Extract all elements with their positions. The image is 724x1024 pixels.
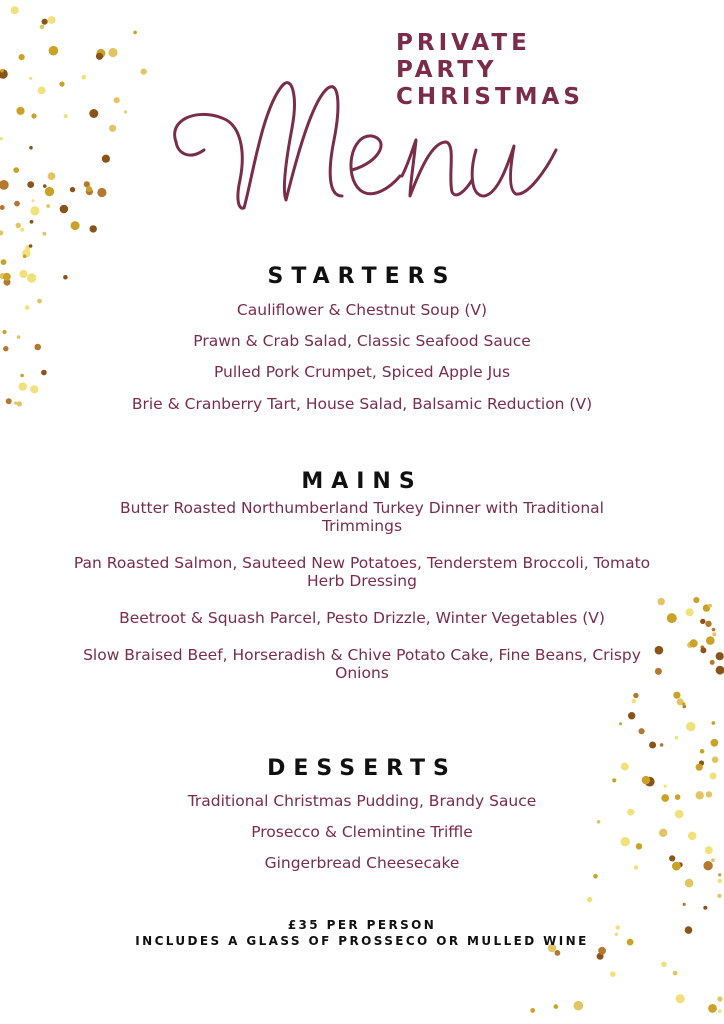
confetti-dot [669, 855, 675, 861]
confetti-dot [17, 335, 21, 339]
confetti-dot [30, 385, 38, 393]
starter-item: Pulled Pork Crumpet, Spiced Apple Jus [213, 363, 511, 381]
confetti-dot [672, 862, 681, 871]
confetti-dot [619, 722, 622, 725]
confetti-dot [717, 996, 722, 1001]
header-line-private: PRIVATE [396, 30, 531, 56]
desserts-heading: DESSERTS [267, 756, 457, 781]
confetti-dot [675, 794, 681, 800]
confetti-dot [705, 846, 713, 854]
confetti-dot [673, 971, 678, 976]
confetti-dot [29, 244, 33, 248]
confetti-dot [658, 598, 665, 605]
confetti-dot [712, 632, 716, 636]
menu-script-title [0, 0, 724, 240]
confetti-dot [554, 1004, 559, 1009]
main-item: Butter Roasted Northumberland Turkey Dinner with Traditional Trimmings [120, 499, 604, 535]
dessert-item: Gingerbread Cheesecake [264, 854, 460, 872]
confetti-dot [718, 879, 722, 883]
confetti-dot [610, 971, 616, 977]
main-item: Slow Braised Beef, Horseradish & Chive Potato Cake, Fine Beans, Crispy Onions [83, 646, 641, 682]
main-item: Pan Roasted Salmon, Sauteed New Potatoes, Tenderstem Broccoli, Tomato Herb Dressing [73, 554, 651, 590]
confetti-dot [593, 874, 598, 879]
confetti-dot [2, 330, 6, 334]
confetti-dot [711, 739, 719, 747]
confetti-dot [574, 1001, 584, 1011]
confetti-dot [706, 636, 715, 645]
confetti-dot [675, 736, 679, 740]
confetti-dot [690, 639, 698, 647]
confetti-dot [633, 693, 638, 698]
confetti-dot [716, 666, 724, 675]
confetti-dot [628, 712, 635, 719]
confetti-dot [20, 374, 24, 378]
confetti-dot [37, 299, 42, 304]
confetti-dot [708, 604, 712, 608]
confetti-dot [664, 785, 667, 788]
confetti-dot [700, 647, 706, 653]
confetti-dot [718, 873, 721, 876]
confetti-dot [703, 906, 707, 910]
confetti-dot [686, 608, 694, 616]
confetti-dot [632, 699, 637, 704]
confetti-dot [17, 401, 22, 406]
header-line-christmas: CHRISTMAS [396, 84, 584, 110]
confetti-dot [693, 597, 699, 603]
starter-item: Prawn & Crab Salad, Classic Seafood Sauce [193, 332, 531, 350]
confetti-dot [700, 749, 705, 754]
confetti-dot [716, 652, 724, 660]
confetti-dot [660, 743, 664, 747]
confetti-dot [703, 861, 712, 870]
header-line-party: PARTY [396, 57, 498, 83]
confetti-dot [700, 619, 705, 624]
confetti-dot [688, 832, 697, 841]
confetti-dot [708, 1004, 717, 1013]
confetti-dot [706, 791, 712, 797]
confetti-dot [718, 1009, 722, 1013]
confetti-dot [712, 628, 716, 632]
main-item: Beetroot & Squash Parcel, Pesto Drizzle, Winter Vegetables (V) [119, 609, 605, 627]
confetti-dot [530, 1008, 535, 1013]
confetti-dot [682, 702, 685, 705]
starters-heading: STARTERS [267, 264, 457, 289]
confetti-dot [686, 722, 695, 731]
confetti-dot [673, 692, 680, 699]
dessert-item: Traditional Christmas Pudding, Brandy Sauce [187, 792, 537, 810]
confetti-dot [676, 994, 685, 1003]
header-block [396, 30, 584, 111]
confetti-dot [555, 950, 561, 956]
confetti-dot [712, 721, 716, 725]
confetti-dot [649, 742, 656, 749]
confetti-dot [705, 621, 711, 627]
price-line: £35 PER PERSON [287, 918, 437, 932]
starter-item: Brie & Cranberry Tart, House Salad, Balsamic Reduction (V) [131, 395, 593, 413]
starter-item: Cauliflower & Chestnut Soup (V) [236, 301, 488, 319]
confetti-dot [685, 879, 694, 888]
confetti-dot [34, 344, 41, 351]
confetti-dot [639, 728, 645, 734]
confetti-dot [6, 398, 12, 404]
confetti-dot [667, 613, 677, 623]
confetti-dot [23, 254, 27, 258]
confetti-dot [661, 962, 667, 968]
confetti-dot [19, 382, 28, 391]
confetti-dot [598, 947, 606, 955]
confetti-dot [717, 894, 721, 898]
confetti-dot [41, 370, 47, 376]
confetti-dot [655, 646, 664, 655]
confetti-dot [25, 305, 30, 310]
confetti-dot [711, 858, 715, 862]
confetti-dot [696, 791, 704, 799]
confetti-dot [655, 668, 662, 675]
confetti-dot [3, 346, 8, 351]
confetti-dot [636, 843, 642, 849]
mains-heading: MAINS [301, 469, 423, 494]
confetti-dot [587, 897, 592, 902]
dessert-item: Prosecco & Clemintine Triffle [251, 823, 473, 841]
confetti-dot [675, 810, 684, 819]
confetti-dot [710, 660, 715, 665]
includes-line: INCLUDES A GLASS OF PROSSECO OR MULLED WINE [135, 934, 589, 948]
confetti-dot [683, 903, 686, 906]
